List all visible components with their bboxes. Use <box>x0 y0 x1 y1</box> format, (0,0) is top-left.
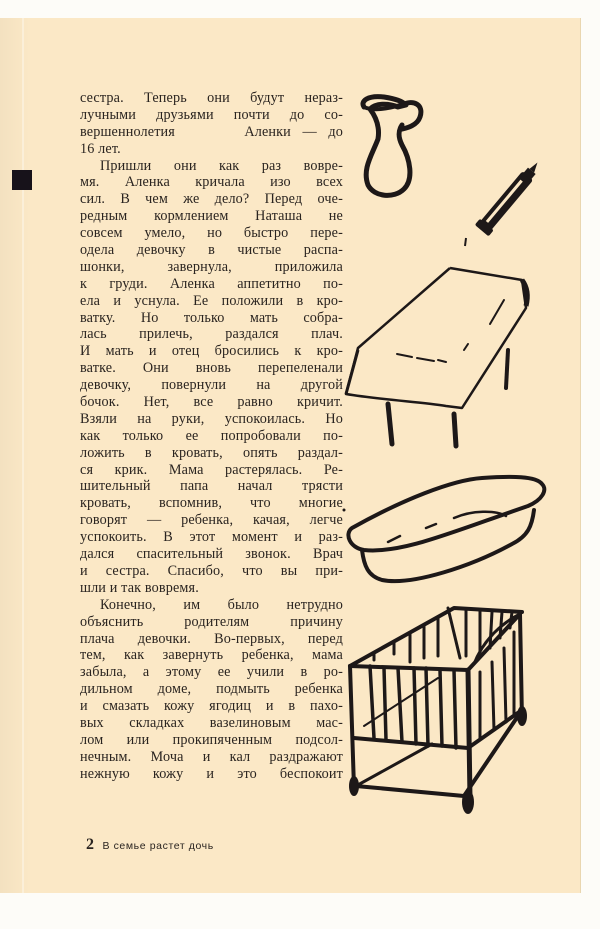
text-line: шонки, завернула, приложила <box>80 258 343 275</box>
text-line: к груди. Аленка аппетитно по- <box>80 275 343 292</box>
text-line: как только ее попробовали по- <box>80 427 343 444</box>
text-line: кровать, вспомнив, что многие <box>80 495 343 512</box>
text-line: ватку. Но только мать собра- <box>80 309 343 326</box>
page-footer <box>86 836 214 854</box>
text-line: вых складках вазелиновым мас- <box>80 714 343 731</box>
page-fold <box>22 18 24 893</box>
text-line: бочок. Нет, все равно кричит. <box>80 394 343 411</box>
bathtub-illustration <box>342 470 552 604</box>
text-line: шли и так вовремя. <box>80 579 199 596</box>
changing-table-icon <box>342 258 542 448</box>
bathtub-icon <box>342 470 552 600</box>
changing-table-illustration <box>342 258 542 452</box>
text-line: нежную кожу и это беспокоит <box>80 765 343 782</box>
text-line: совсем умело, но быстро пере- <box>80 225 343 242</box>
text-line: лом или прокипяченным подсол- <box>80 731 343 748</box>
text-line: лась прилечь, раздался плач. <box>80 326 343 343</box>
text-line: говорят — ребенка, качая, легче <box>80 512 343 529</box>
text-line: Взяли на руки, успокоилась. Но <box>80 410 343 427</box>
text-line: вершеннолетия Аленки — до <box>80 123 343 140</box>
text-line: тем, как завернуть ребенка, мама <box>80 647 343 664</box>
text-line: ела и уснула. Ее положили в кро- <box>80 292 343 309</box>
text-line: сил. В чем же дело? Перед оче- <box>80 191 343 208</box>
text-line: лучными друзьями почти до со- <box>80 106 343 123</box>
text-line: нечным. Моча и кал раздражают <box>80 748 343 765</box>
text-line: редным кормлением Наташа не <box>80 208 343 225</box>
page-number: 2 <box>86 836 94 853</box>
text-line: Пришли они как раз вовре- <box>100 157 343 174</box>
text-line: ся крик. Мама растерялась. Ре- <box>80 461 343 478</box>
text-line: дался спасительный звонок. Врач <box>80 546 343 563</box>
text-line: ватке. Они вновь перепеленали <box>80 360 343 377</box>
jug-icon <box>358 93 428 203</box>
tube-illustration <box>472 146 552 250</box>
text-line: мя. Аленка кричала изо всех <box>80 174 343 191</box>
text-line: забыла, а этому ее учили в ро- <box>80 664 343 681</box>
text-line: сестра. Теперь они будут нераз- <box>80 90 343 106</box>
crib-illustration <box>344 598 544 822</box>
text-line: 16 лет. <box>80 140 121 157</box>
body-text <box>80 90 343 783</box>
text-line: и сестра. Спасибо, что вы при- <box>80 562 343 579</box>
book-page <box>0 18 581 893</box>
text-line: девочку, повернули на другой <box>80 377 343 394</box>
text-line: и смазать кожу ягодиц и в пахо- <box>80 698 343 715</box>
text-line: плача девочки. Во-первых, перед <box>80 630 343 647</box>
text-line: И мать и отец бросились к кро- <box>80 343 343 360</box>
text-line: шительный папа начал трясти <box>80 478 343 495</box>
text-line: одела девочку в чистые распа- <box>80 242 343 259</box>
tube-icon <box>472 146 552 246</box>
text-line: Конечно, им было нетрудно <box>100 596 343 613</box>
margin-marker <box>12 170 32 190</box>
jug-illustration <box>358 93 428 207</box>
running-footer: В семье растет дочь <box>102 840 214 852</box>
crib-icon <box>344 598 544 818</box>
text-line: успокоить. В этот момент и раз- <box>80 529 343 546</box>
text-line: объяснить родителям причину <box>80 613 343 630</box>
text-line: ложить в кровать, опять раздал- <box>80 444 343 461</box>
text-line: дильном доме, подмыть ребенка <box>80 681 343 698</box>
